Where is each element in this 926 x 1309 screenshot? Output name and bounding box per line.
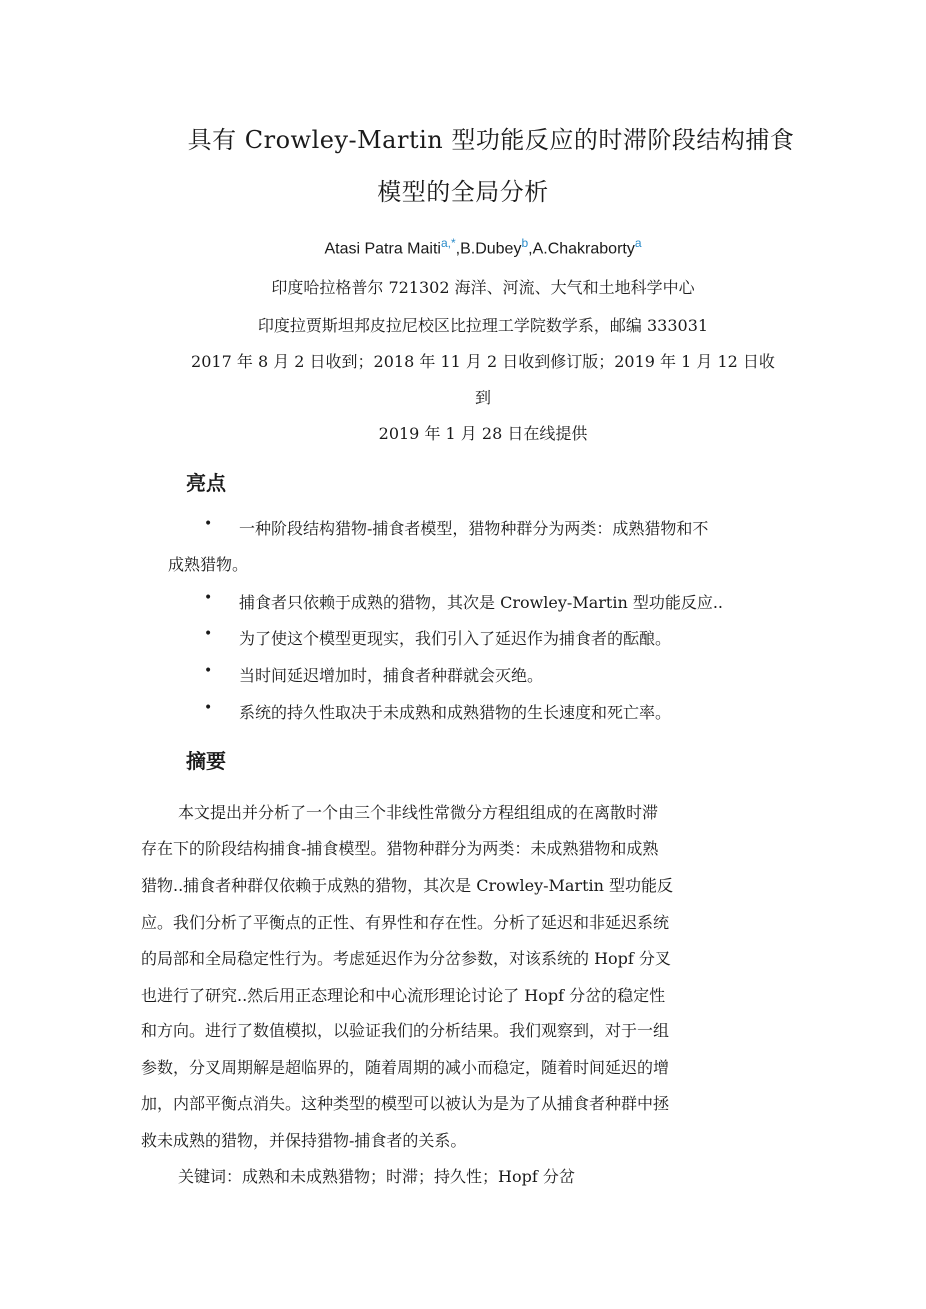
abstract-line: 参数，分叉周期解是超临界的，随着周期的减小而稳定，随着时间延迟的增 [141, 1058, 670, 1077]
abstract-line: 应。我们分析了平衡点的正性、有界性和存在性。分析了延迟和非延迟系统 [141, 913, 670, 932]
bullet-icon: • [204, 663, 213, 679]
author-affiliation-mark[interactable]: b [521, 236, 529, 250]
affiliation: 印度拉贾斯坦邦皮拉尼校区比拉理工学院数学系，邮编 333031 [257, 316, 709, 335]
abstract-line: 和方向。进行了数值模拟，以验证我们的分析结果。我们观察到，对于一组 [141, 1021, 670, 1040]
paper-title-line-1: 具有 Crowley-Martin 型功能反应的时滞阶段结构捕食 [187, 126, 795, 154]
bullet-icon: • [204, 590, 213, 606]
highlight-item-continuation: 成熟猎物。 [168, 555, 249, 574]
abstract-line: 也进行了研究..然后用正态理论和中心流形理论讨论了 Hopf 分岔的稳定性 [141, 986, 666, 1005]
author-affiliation-mark[interactable]: a,* [440, 236, 456, 250]
bullet-icon: • [204, 626, 213, 642]
author-name: ,B.Dubey [455, 240, 522, 258]
abstract-heading: 摘要 [186, 749, 226, 773]
affiliation: 印度哈拉格普尔 721302 海洋、河流、大气和土地科学中心 [271, 278, 695, 297]
abstract-line: 存在下的阶段结构捕食-捕食模型。猎物种群分为两类：未成熟猎物和成熟 [141, 839, 659, 858]
keywords: 关键词：成熟和未成熟猎物；时滞；持久性；Hopf 分岔 [178, 1167, 575, 1186]
author-list [0, 236, 926, 258]
author-affiliation-mark[interactable]: a [634, 236, 642, 250]
abstract-line: 猎物..捕食者种群仅依赖于成熟的猎物，其次是 Crowley-Martin 型功能反 [141, 876, 674, 895]
author-name: ,A.Chakraborty [528, 240, 635, 258]
bullet-icon: • [204, 516, 213, 532]
abstract-line: 的局部和全局稳定性行为。考虑延迟作为分岔参数，对该系统的 Hopf 分叉 [141, 949, 671, 968]
abstract-line: 救未成熟的猎物，并保持猎物-捕食者的关系。 [141, 1131, 467, 1150]
highlights-heading: 亮点 [186, 471, 226, 495]
online-date: 2019 年 1 月 28 日在线提供 [378, 424, 588, 443]
bullet-icon: • [204, 700, 213, 716]
received-dates-cont: 到 [474, 388, 491, 407]
abstract-line: 本文提出并分析了一个由三个非线性常微分方程组组成的在离散时滞 [178, 803, 659, 822]
abstract-line: 加，内部平衡点消失。这种类型的模型可以被认为是为了从捕食者种群中拯 [141, 1094, 670, 1113]
author-name: Atasi Patra Maiti [324, 240, 441, 258]
paper-title-line-2: 模型的全局分析 [377, 178, 549, 206]
received-dates: 2017 年 8 月 2 日收到；2018 年 11 月 2 日收到修订版；2019 年 1 月 12 日收 [191, 352, 775, 371]
